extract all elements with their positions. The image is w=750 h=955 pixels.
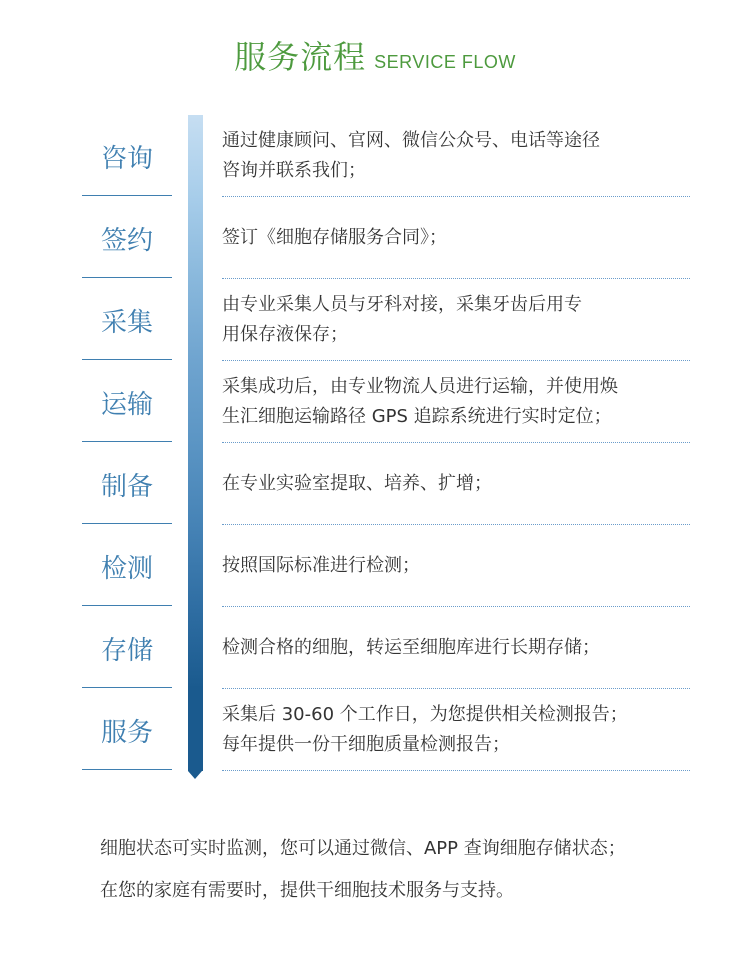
step-description — [222, 443, 690, 525]
step-name: 签约 — [82, 197, 172, 278]
step-row — [0, 279, 750, 361]
step-row — [0, 197, 750, 279]
step-bar-segment — [188, 525, 203, 607]
step-description — [222, 525, 690, 607]
footer-line: 在您的家庭有需要时，提供干细胞技术服务与支持。 — [100, 880, 514, 901]
step-row — [0, 361, 750, 443]
step-name: 采集 — [82, 279, 172, 360]
page-title: 服务流程 — [234, 38, 367, 76]
step-description-line: 由专业采集人员与牙科对接，采集牙齿后用专 — [222, 293, 582, 315]
step-row — [0, 443, 750, 525]
step-bar-segment — [188, 689, 203, 771]
step-bar-segment — [188, 279, 203, 361]
step-description — [222, 607, 690, 689]
page-header — [0, 32, 750, 78]
step-name: 咨询 — [82, 115, 172, 196]
step-bar-segment — [188, 197, 203, 279]
step-description-line: 签订《细胞存储服务合同》； — [222, 226, 447, 248]
step-name: 制备 — [82, 443, 172, 524]
footer-note — [100, 828, 720, 912]
step-description — [222, 279, 690, 361]
step-name: 运输 — [82, 361, 172, 442]
step-bar-segment — [188, 115, 203, 197]
step-description-line: 采集成功后，由专业物流人员进行运输，并使用焕 — [222, 375, 618, 397]
step-description-line: 通过健康顾问、官网、微信公众号、电话等途径 — [222, 129, 600, 151]
page-subtitle: SERVICE FLOW — [374, 52, 516, 72]
step-bar-segment — [188, 443, 203, 525]
step-description-line: 咨询并联系我们； — [222, 159, 366, 181]
footer-line: 细胞状态可实时监测，您可以通过微信、APP 查询细胞存储状态； — [100, 838, 626, 859]
step-row — [0, 115, 750, 197]
step-description — [222, 115, 690, 197]
step-description — [222, 361, 690, 443]
step-bar-segment — [188, 361, 203, 443]
step-description — [222, 197, 690, 279]
step-row — [0, 525, 750, 607]
step-bar-segment — [188, 607, 203, 689]
step-row — [0, 607, 750, 689]
step-name: 服务 — [82, 689, 172, 770]
step-description-line: 用保存液保存； — [222, 323, 348, 345]
step-description-line: 按照国际标准进行检测； — [222, 554, 420, 576]
step-row — [0, 689, 750, 771]
step-description — [222, 689, 690, 771]
step-description-line: 检测合格的细胞，转运至细胞库进行长期存储； — [222, 636, 600, 658]
step-description-line: 生汇细胞运输路径 GPS 追踪系统进行实时定位； — [222, 405, 612, 427]
step-description-line: 采集后 30-60 个工作日，为您提供相关检测报告； — [222, 703, 628, 725]
step-name: 检测 — [82, 525, 172, 606]
step-name: 存储 — [82, 607, 172, 688]
service-flow-steps — [0, 115, 750, 775]
step-description-line: 每年提供一份干细胞质量检测报告； — [222, 733, 510, 755]
step-description-line: 在专业实验室提取、培养、扩增； — [222, 472, 492, 494]
